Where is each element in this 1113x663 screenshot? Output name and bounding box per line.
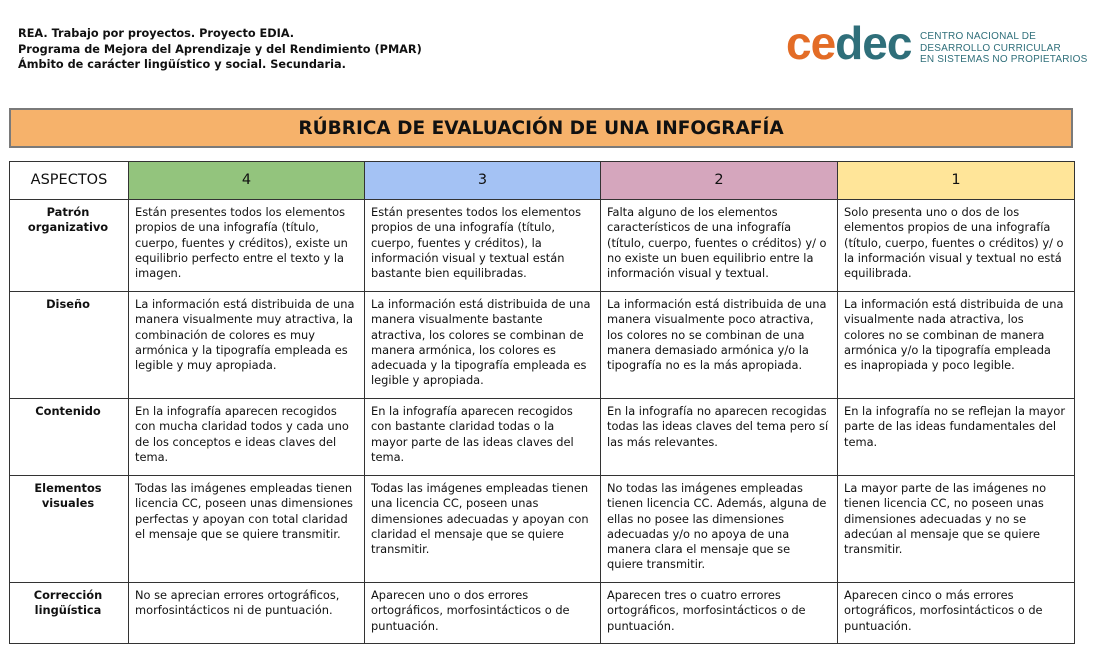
table-row (10, 292, 1075, 399)
page-title: RÚBRICA DE EVALUACIÓN DE UNA INFOGRAFÍA (9, 108, 1073, 148)
rubric-cell: En la infografía aparecen recogidos con mucha claridad todos y cada uno de los conceptos e ideas claves del tema. (129, 399, 365, 476)
table-header-row (10, 162, 1075, 200)
rubric-cell: Todas las imágenes empleadas tienen una licencia CC, poseen unas dimensiones adecuadas y apoyan con claridad el mensaje que se quiere transmitir. (365, 476, 601, 583)
rubric-cell: Aparecen uno o dos errores ortográficos, morfosintácticos o de puntuación. (365, 583, 601, 644)
logo-subtitle: CENTRO NACIONAL DE DESARROLLO CURRICULAR EN SISTEMAS NO PROPIETARIOS (920, 31, 1088, 65)
rubric-cell: La mayor parte de las imágenes no tienen licencia CC, no poseen unas dimensiones adecuadas y no se adecúan al mensaje que se quiere transmitir. (838, 476, 1075, 583)
rubric-cell: La información está distribuida de una manera visualmente muy atractiva, la combinación de colores es muy armónica y la tipografía empleada es legible y muy apropiada. (129, 292, 365, 399)
rubric-cell: En la infografía no se reflejan la mayor parte de las ideas fundamentales del tema. (838, 399, 1075, 476)
header-line: Programa de Mejora del Aprendizaje y del Rendimiento (PMAR) (18, 42, 422, 56)
rubric-cell: No todas las imágenes empleadas tienen licencia CC. Además, alguna de ellas no posee las dimensiones adecuadas y/o no apoya de una manera clara el mensaje que se quiere transmitir. (601, 476, 838, 583)
table-row (10, 200, 1075, 292)
aspect-label: Contenido (10, 399, 129, 476)
table-row (10, 399, 1075, 476)
header-line: Ámbito de carácter lingüístico y social. Secundaria. (18, 58, 346, 71)
rubric-cell: La información está distribuida de una manera visualmente bastante atractiva, los colores se combinan de manera armónica, los colores es adecuada y la tipografía empleada es legible y apropiada. (365, 292, 601, 399)
level-header-1: 1 (838, 162, 1075, 200)
rubric-cell: Solo presenta uno o dos de los elementos propios de una infografía (título, cuerpo, fuentes o créditos) y/ o la información visual y textual no está equilibrada. (838, 200, 1075, 292)
rubric-cell: No se aprecian errores ortográficos, morfosintácticos ni de puntuación. (129, 583, 365, 644)
level-header-4: 4 (129, 162, 365, 200)
table-row (10, 476, 1075, 583)
rubric-cell: Falta alguno de los elementos característicos de una infografía (título, cuerpo, fuentes o créditos) y/ o no existe un buen equilibrio entre la información visual y textual. (601, 200, 838, 292)
aspect-label: Patrón organizativo (10, 200, 129, 292)
rubric-table (9, 161, 1075, 644)
rubric-cell: En la infografía aparecen recogidos con bastante claridad todas o la mayor parte de las ideas claves del tema. (365, 399, 601, 476)
rubric-cell: En la infografía no aparecen recogidas todas las ideas claves del tema pero sí las más relevantes. (601, 399, 838, 476)
aspect-label: Corrección lingüística (10, 583, 129, 644)
header-line: REA. Trabajo por proyectos. Proyecto EDIA. (18, 27, 295, 40)
rubric-cell: Están presentes todos los elementos propios de una infografía (título, cuerpo, fuentes y créditos), existe un equilibrio perfecto entre el texto y la imagen. (129, 200, 365, 292)
logo-wordmark: cedec (786, 17, 912, 69)
rubric-cell: Están presentes todos los elementos propios de una infografía (título, cuerpo, fuentes y créditos), la información visual y textual están bastante bien equilibradas. (365, 200, 601, 292)
aspects-header: ASPECTOS (10, 162, 129, 200)
document-header (18, 26, 422, 73)
aspect-label: Diseño (10, 292, 129, 399)
level-header-3: 3 (365, 162, 601, 200)
aspect-label: Elementos visuales (10, 476, 129, 583)
rubric-cell: Aparecen tres o cuatro errores ortográficos, morfosintácticos o de puntuación. (601, 583, 838, 644)
rubric-cell: La información está distribuida de una manera visualmente poco atractiva, los colores no se combinan de una manera demasiado armónica y/o la tipografía no es la más apropiada. (601, 292, 838, 399)
table-row (10, 583, 1075, 644)
rubric-cell: La información está distribuida de una visualmente nada atractiva, los colores no se combinan de manera armónica y/o la tipografía empleada es inapropiada y poco legible. (838, 292, 1075, 399)
rubric-cell: Todas las imágenes empleadas tienen licencia CC, poseen unas dimensiones perfectas y apoyan con total claridad el mensaje que se quiere transmitir. (129, 476, 365, 583)
level-header-2: 2 (601, 162, 838, 200)
rubric-cell: Aparecen cinco o más errores ortográficos, morfosintácticos o de puntuación. (838, 583, 1075, 644)
